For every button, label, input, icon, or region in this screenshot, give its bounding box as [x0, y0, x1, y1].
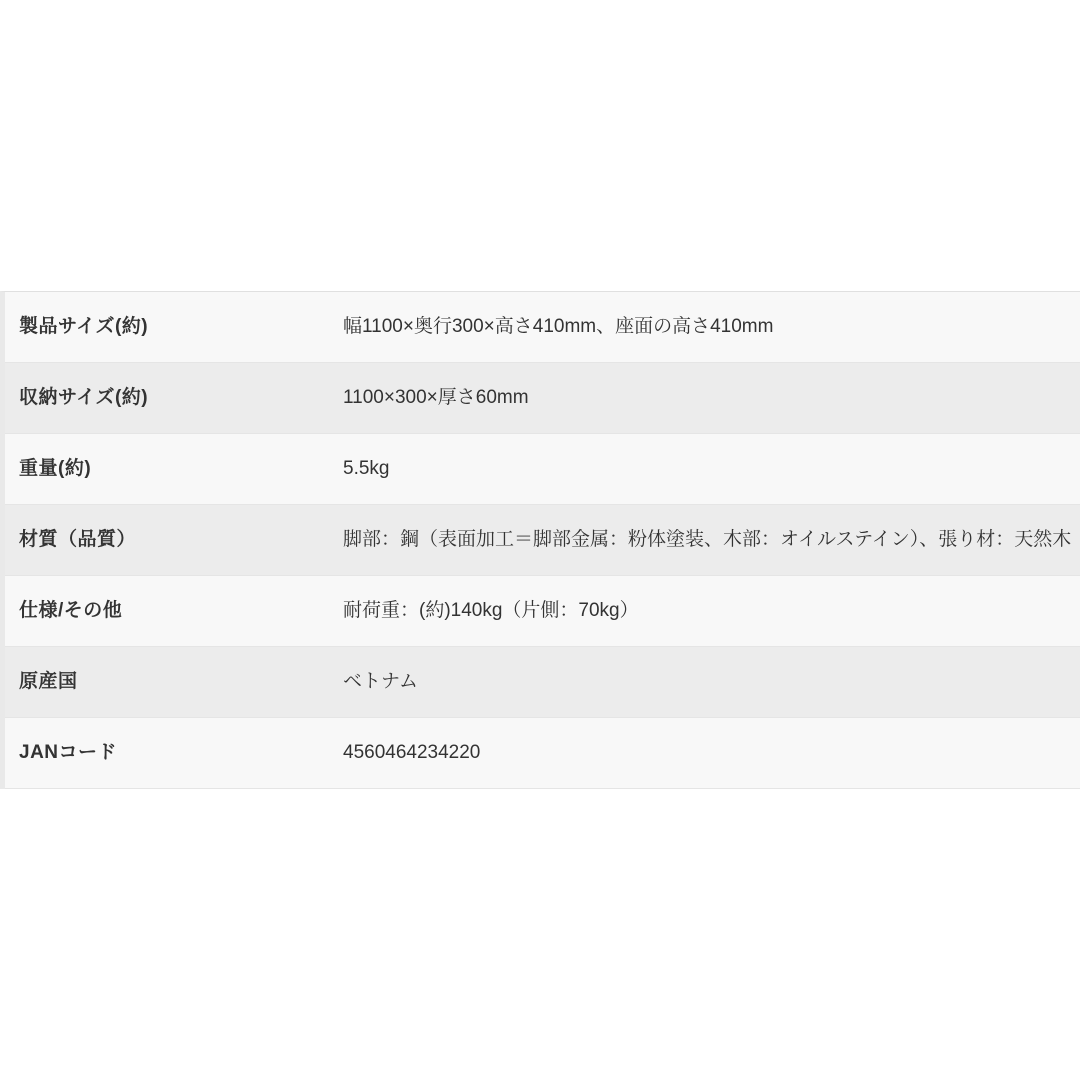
spec-row-product-size	[5, 292, 1080, 363]
spec-label-specs-other: 仕様/その他	[19, 599, 123, 621]
spec-value-weight: 5.5kg	[343, 457, 390, 479]
spec-label-country-of-origin: 原産国	[19, 670, 78, 692]
spec-row-weight	[5, 434, 1080, 505]
spec-label-material: 材質（品質）	[19, 528, 137, 550]
spec-row-specs-other	[5, 576, 1080, 647]
spec-label-weight: 重量(約)	[19, 457, 92, 479]
spec-value-product-size: 幅1100×奥行300×高さ410mm、座面の高さ410mm	[343, 315, 774, 337]
spec-label-product-size: 製品サイズ(約)	[19, 315, 149, 337]
spec-label-jan-code: JANコード	[19, 741, 118, 763]
spec-row-country-of-origin	[5, 647, 1080, 718]
spec-row-storage-size	[5, 363, 1080, 434]
spec-value-material: 脚部：鋼（表面加工＝脚部金属：粉体塗装、木部：オイルステイン）、張り材：天然木	[343, 528, 1072, 550]
product-spec-table	[0, 291, 1080, 789]
spec-row-jan-code	[5, 718, 1080, 789]
spec-value-country-of-origin: ベトナム	[343, 670, 419, 692]
spec-value-specs-other: 耐荷重：(約)140kg（片側：70kg）	[343, 599, 639, 621]
spec-label-storage-size: 収納サイズ(約)	[19, 386, 149, 408]
spec-value-jan-code: 4560464234220	[343, 741, 481, 763]
spec-value-storage-size: 1100×300×厚さ60mm	[343, 386, 529, 408]
spec-row-material	[5, 505, 1080, 576]
